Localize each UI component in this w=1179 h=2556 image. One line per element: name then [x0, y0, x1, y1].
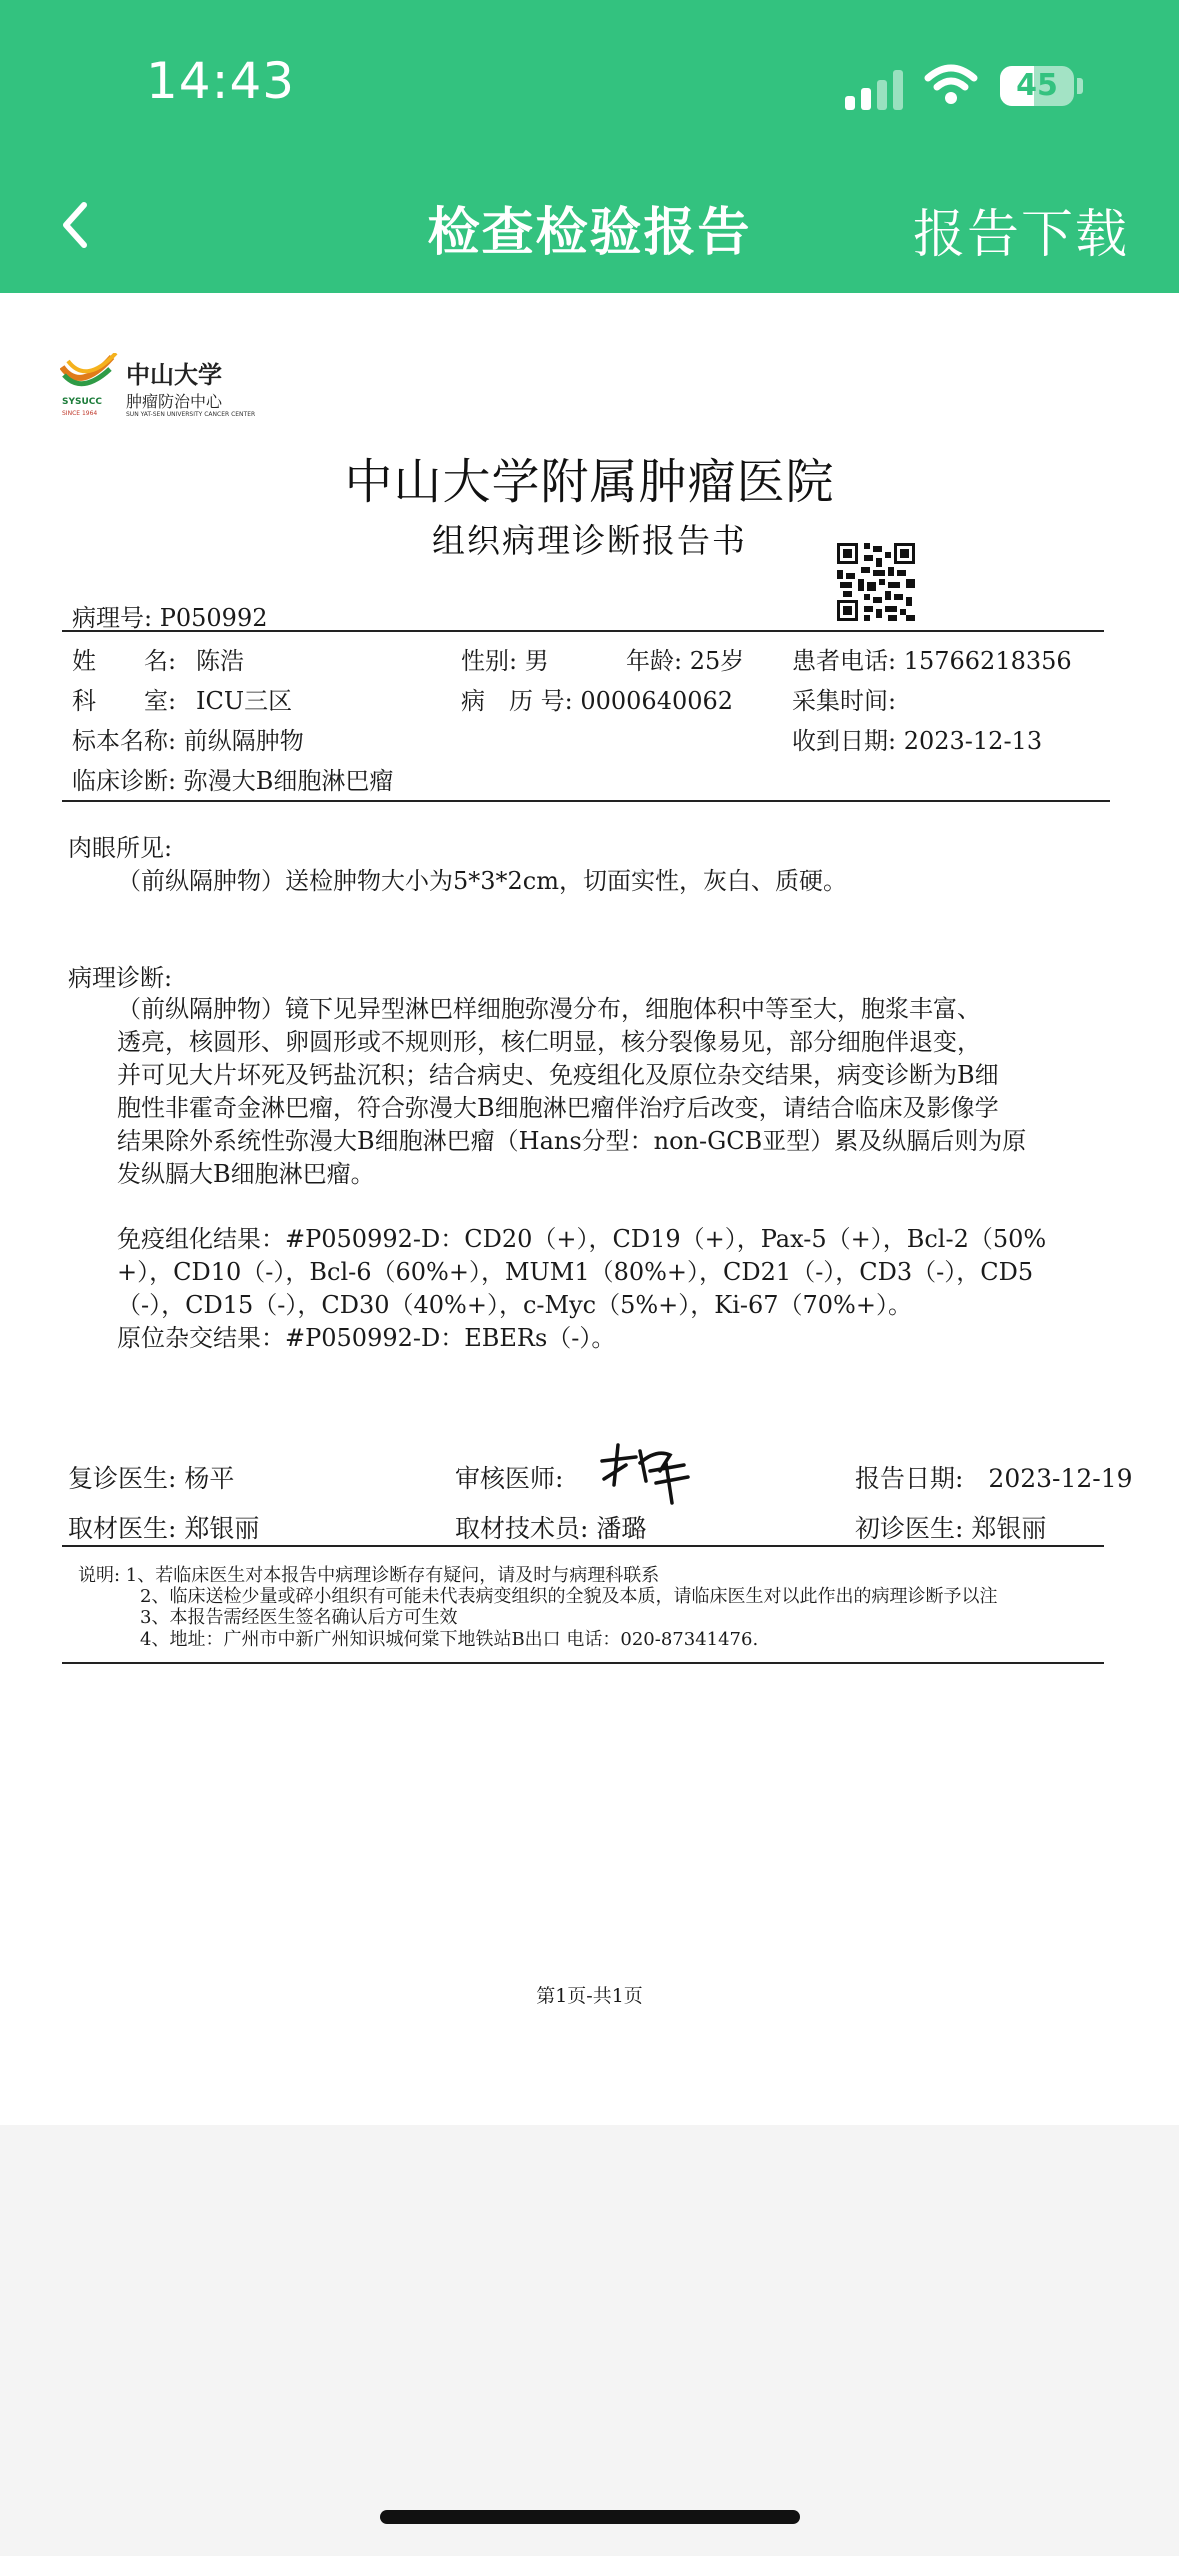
gross-label: 肉眼所见:: [68, 834, 173, 862]
battery-level: 45: [1016, 68, 1058, 103]
diagnosis-line: 发纵膈大B细胞淋巴瘤。: [117, 1160, 375, 1188]
note-line: 3、本报告需经医生签名确认后方可生效: [140, 1607, 458, 1628]
qr-code-icon: [837, 543, 915, 621]
pathology-number: 病理号: P050992: [72, 604, 268, 632]
page-number: 第1页-共1页: [536, 1985, 643, 2007]
report-document: [0, 293, 1179, 2125]
diagnosis-line: 结果除外系统性弥漫大B细胞淋巴瘤（Hans分型：non-GCB亚型）累及纵膈后则为原: [117, 1127, 1027, 1155]
logo-subtitle: 肿瘤防治中心: [126, 392, 223, 411]
battery-icon: [1000, 66, 1074, 106]
gross-findings: （前纵隔肿物）送检肿物大小为5*3*2cm，切面实性，灰白、质硬。: [117, 867, 848, 895]
logo-name: 中山大学: [126, 361, 222, 389]
diagnosis-line: 并可见大片坏死及钙盐沉积；结合病史、免疫组化及原位杂交结果，病变诊断为B细: [117, 1061, 999, 1089]
logo-emblem-icon: [60, 353, 120, 397]
logo-english: SUN YAT-SEN UNIVERSITY CANCER CENTER: [126, 411, 256, 418]
review-doctor: 复诊医生: 杨平: [68, 1464, 235, 1493]
note-line: 4、地址：广州市中新广州知识城何棠下地铁站B出口 电话：020-87341476.: [140, 1629, 759, 1650]
divider: [62, 1545, 1104, 1547]
sampling-technician: 取材技术员: 潘璐: [455, 1514, 647, 1543]
hospital-logo: [60, 353, 256, 423]
diagnosis-line: 胞性非霍奇金淋巴瘤，符合弥漫大B细胞淋巴瘤伴治疗后改变，请结合临床及影像学: [117, 1094, 999, 1122]
record-number: 病 历 号: 0000640062: [461, 687, 734, 715]
status-time: 14:43: [146, 52, 296, 110]
clinical-diagnosis: 临床诊断: 弥漫大B细胞淋巴瘤: [72, 767, 394, 795]
page-title: 检查检验报告: [427, 203, 752, 263]
ihc-line: （-），CD15（-），CD30（40%+），c-Myc（5%+），Ki-67（70%+）。: [117, 1291, 912, 1319]
audit-doctor-label: 审核医师:: [455, 1464, 564, 1493]
ihc-line: 原位杂交结果：#P050992-D：EBERs（-）。: [117, 1324, 616, 1352]
note-line: 2、临床送检少量或碎小组织有可能未代表病变组织的全貌及本质，请临床医生对以此作出的病理诊断予以注: [140, 1586, 998, 1607]
diagnosis-text: [117, 993, 1077, 1191]
wifi-icon: [924, 64, 978, 106]
sampling-doctor: 取材医生: 郑银丽: [68, 1514, 260, 1543]
patient-phone: 患者电话: 15766218356: [792, 647, 1072, 675]
home-indicator[interactable]: [380, 2510, 800, 2524]
ihc-line: 免疫组化结果：#P050992-D：CD20（+），CD19（+），Pax-5（+），Bcl-2（50%: [117, 1225, 1047, 1253]
initial-doctor: 初诊医生: 郑银丽: [855, 1514, 1047, 1543]
report-date: 报告日期: 2023-12-19: [855, 1464, 1133, 1493]
logo-since: SINCE 1964: [62, 410, 98, 417]
diagnosis-line: （前纵隔肿物）镜下见异型淋巴样细胞弥漫分布，细胞体积中等至大，胞浆丰富、: [117, 995, 981, 1023]
battery-tip: [1077, 78, 1083, 94]
divider: [62, 1662, 1104, 1664]
received-date: 收到日期: 2023-12-13: [792, 727, 1043, 755]
name-label: 姓 名:: [72, 647, 177, 675]
ihc-line: +），CD10（-），Bcl-6（60%+），MUM1（80%+），CD21（-），CD3（-），CD5: [117, 1258, 1034, 1286]
diagnosis-line: 透亮，核圆形、卵圆形或不规则形，核仁明显，核分裂像易见，部分细胞伴退变，: [117, 1028, 981, 1056]
download-report-button[interactable]: 报告下载: [912, 205, 1129, 265]
divider: [62, 800, 1110, 802]
hospital-name: 中山大学附属肿瘤医院: [344, 454, 835, 510]
signature-image: [596, 1441, 692, 1507]
report-title: 组织病理诊断报告书: [432, 521, 747, 560]
patient-name: 陈浩: [196, 647, 244, 675]
patient-age: 年龄: 25岁: [626, 647, 745, 675]
patient-gender: 性别: 男: [461, 647, 549, 675]
logo-abbr: SYSUCC: [62, 397, 102, 407]
collect-time: 采集时间:: [792, 687, 897, 715]
dept-label: 科 室:: [72, 687, 177, 715]
app-header: [0, 0, 1179, 293]
diagnosis-label: 病理诊断:: [68, 964, 173, 992]
divider: [62, 630, 1104, 632]
note-line: 说明: 1、若临床医生对本报告中病理诊断存有疑问，请及时与病理科联系: [78, 1565, 660, 1586]
cellular-signal-icon: [845, 70, 905, 110]
dept-value: ICU三区: [196, 687, 293, 715]
ihc-results: [117, 1223, 1077, 1355]
specimen-name: 标本名称: 前纵隔肿物: [72, 727, 304, 755]
